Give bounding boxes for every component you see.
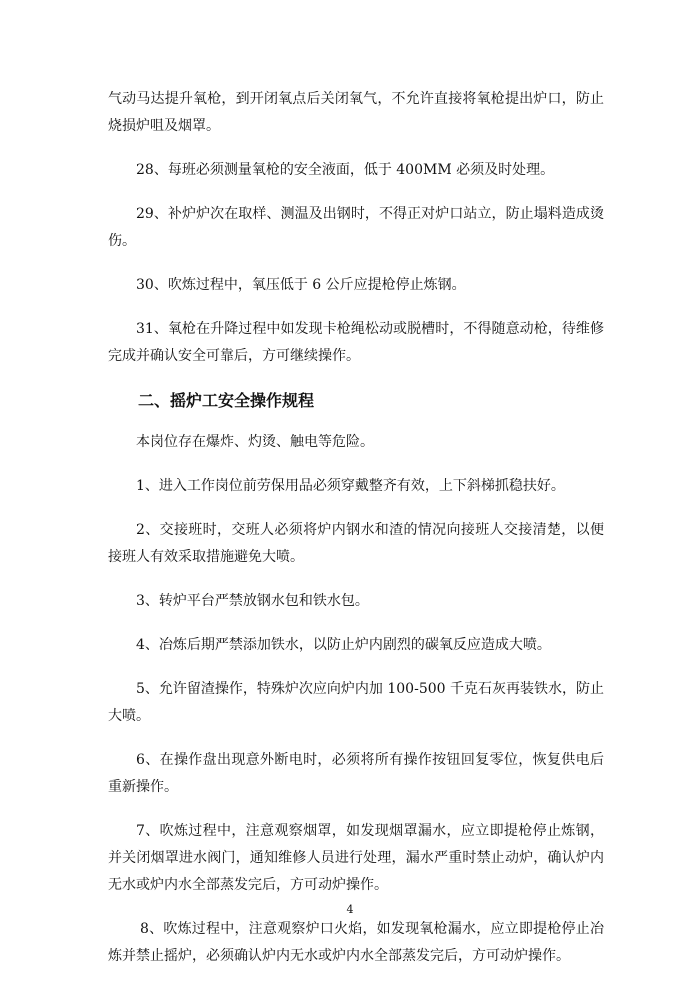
document-body xyxy=(108,86,604,987)
paragraph-continuation: 气动马达提升氧枪，到开闭氧点后关闭氧气，不允许直接将氧枪提出炉口，防止烧损炉咀及烟罩。 xyxy=(108,91,604,134)
page-number: 4 xyxy=(346,903,354,916)
paragraph-item-5: 5、允许留渣操作，特殊炉次应向炉内加 100-500 千克石灰再装铁水，防止大喷。 xyxy=(108,681,604,724)
paragraph-item-30: 30、吹炼过程中，氧压低于 6 公斤应提枪停止炼钢。 xyxy=(136,277,466,293)
paragraph-item-6: 6、在操作盘出现意外断电时，必须将所有操作按钮回复零位，恢复供电后重新操作。 xyxy=(108,752,604,795)
section-heading: 二、摇炉工安全操作规程 xyxy=(138,391,315,410)
paragraph-item-28: 28、每班必须测量氧枪的安全液面，低于 400MM 必须及时处理。 xyxy=(136,162,555,178)
paragraph-hazard-summary: 本岗位存在爆炸、灼烫、触电等危险。 xyxy=(136,434,374,450)
paragraph-item-7: 7、吹炼过程中，注意观察烟罩，如发现烟罩漏水，应立即提枪停止炼钢，并关闭烟罩进水阀门，通知维修人员进行处理，漏水严重时禁止动炉，确认炉内无水或炉内水全部蒸发完后，方可动炉操作。 xyxy=(108,823,604,893)
paragraph-item-4: 4、冶炼后期严禁添加铁水，以防止炉内剧烈的碳氧反应造成大喷。 xyxy=(136,637,551,653)
paragraph-item-31: 31、氧枪在升降过程中如发现卡枪绳松动或脱槽时，不得随意动枪，待维修完成并确认安全可靠后，方可继续操作。 xyxy=(108,321,604,364)
paragraph-item-2: 2、交接班时，交班人必须将炉内钢水和渣的情况向接班人交接清楚，以便接班人有效采取措施避免大喷。 xyxy=(108,522,604,565)
paragraph-item-1: 1、进入工作岗位前劳保用品必须穿戴整齐有效，上下斜梯抓稳扶好。 xyxy=(136,478,565,494)
paragraph-item-29: 29、补炉炉次在取样、测温及出钢时，不得正对炉口站立，防止塌料造成烫伤。 xyxy=(108,206,604,249)
paragraph-item-3: 3、转炉平台严禁放钢水包和铁水包。 xyxy=(136,593,369,609)
paragraph-item-8: 8、吹炼过程中，注意观察炉口火焰，如发现氧枪漏水，应立即提枪停止冶炼并禁止摇炉，必须确认炉内无水或炉内水全部蒸发完后，方可动炉操作。 xyxy=(108,921,604,964)
